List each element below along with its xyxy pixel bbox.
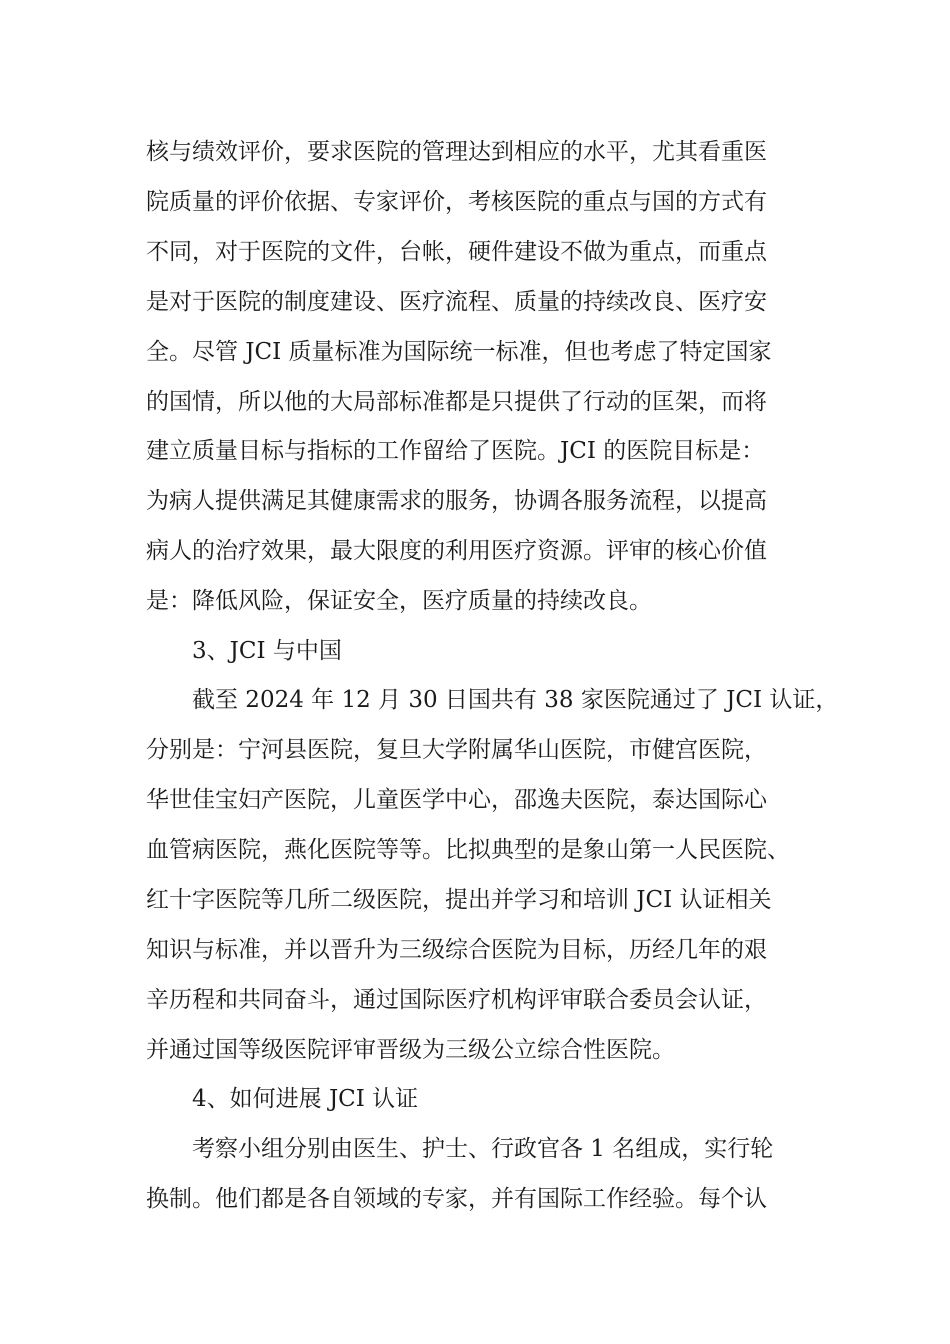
text-line: 红十字医院等几所二级医院，提出并学习和培训 JCI 认证相关: [146, 887, 772, 913]
text-line: 的国情，所以他的大局部标准都是只提供了行动的匡架，而将: [146, 389, 767, 415]
text-line: 不同，对于医院的文件，台帐，硬件建设不做为重点，而重点: [146, 239, 767, 265]
text-line: 并通过国等级医院评审晋级为三级公立综合性医院。: [146, 1037, 675, 1063]
text-line: 辛历程和共同奋斗，通过国际医疗机构评审联合委员会认证，: [146, 987, 767, 1013]
text-line: 华世佳宝妇产医院，儿童医学中心，邵逸夫医院，泰达国际心: [146, 787, 767, 813]
text-line: 血管病医院，燕化医院等等。比拟典型的是象山第一人民医院、: [146, 837, 790, 863]
text-line: 是对于医院的制度建设、医疗流程、质量的持续改良、医疗安: [146, 289, 767, 315]
text-line: 院质量的评价依据、专家评价，考核医院的重点与国的方式有: [146, 189, 767, 215]
text-line: 考察小组分别由医生、护士、行政官各 1 名组成，实行轮: [192, 1136, 774, 1162]
section-heading: 3、JCI 与中国: [192, 638, 342, 664]
text-line: 分别是：宁河县医院，复旦大学附属华山医院，市健宫医院，: [146, 737, 767, 763]
text-line: 全。尽管 JCI 质量标准为国际统一标准，但也考虑了特定国家: [146, 339, 772, 365]
text-line: 知识与标准，并以晋升为三级综合医院为目标，历经几年的艰: [146, 937, 767, 963]
text-line: 换制。他们都是各自领域的专家，并有国际工作经验。每个认: [146, 1186, 767, 1212]
text-line: 为病人提供满足其健康需求的服务，协调各服务流程，以提高: [146, 488, 767, 514]
section-heading: 4、如何进展 JCI 认证: [192, 1086, 419, 1112]
text-line: 是：降低风险，保证安全，医疗质量的持续改良。: [146, 588, 652, 614]
text-line: 病人的治疗效果，最大限度的利用医疗资源。评审的核心价值: [146, 538, 767, 564]
text-line: 截至 2024 年 12 月 30 日国共有 38 家医院通过了 JCI 认证，: [192, 687, 839, 713]
text-line: 核与绩效评价，要求医院的管理达到相应的水平，尤其看重医: [146, 139, 767, 165]
text-line: 建立质量目标与指标的工作留给了医院。JCI 的医院目标是：: [146, 438, 765, 464]
